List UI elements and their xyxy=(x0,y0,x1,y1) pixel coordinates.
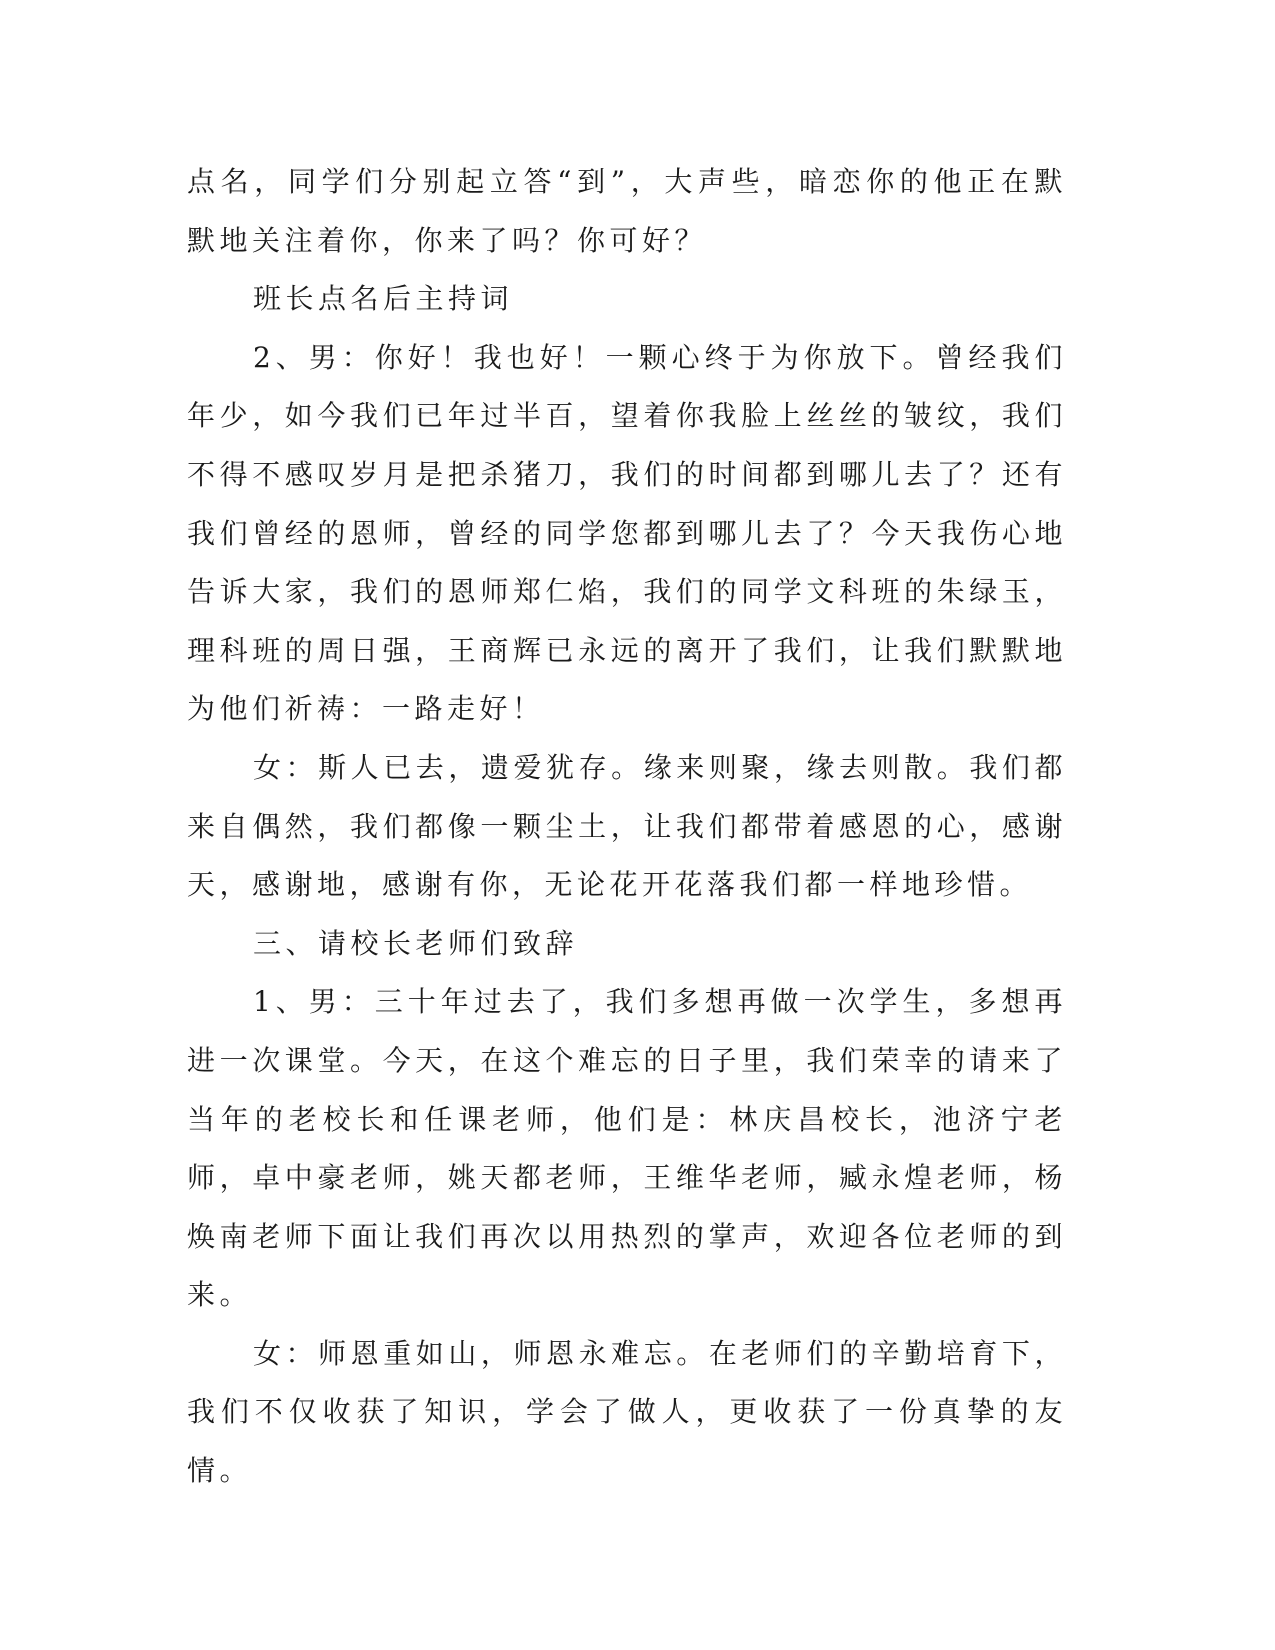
paragraph-female-host-remembrance: 女：斯人已去，遗爱犹存。缘来则聚，缘去则散。我们都来自偶然，我们都像一颗尘土，让我们都带着感恩的心，感谢天，感谢地，感谢有你，无论花开花落我们都一样地珍惜。 xyxy=(187,750,1067,902)
paragraph-male-host-2: 2、男：你好！我也好！一颗心终于为你放下。曾经我们年少，如今我们已年过半百，望着你我脸上丝丝的皱纹，我们不得不感叹岁月是把杀猪刀，我们的时间都到哪儿去了？还有我们曾经的恩师，曾经的同学您都到哪儿去了？今天我伤心地告诉大家，我们的恩师郑仁焰，我们的同学文科班的朱绿玉，理科班的周日强，王商辉已永远的离开了我们，让我们默默地为他们祈祷：一路走好！ xyxy=(187,340,1067,726)
paragraph-male-host-1: 1、男：三十年过去了，我们多想再做一次学生，多想再进一次课堂。今天，在这个难忘的日子里，我们荣幸的请来了当年的老校长和任课老师，他们是：林庆昌校长，池济宁老师，卓中豪老师，姚天都老师，王维华老师，臧永煌老师，杨焕南老师下面让我们再次以用热烈的掌声，欢迎各位老师的到来。 xyxy=(187,985,1067,1312)
paragraph-roll-call: 点名，同学们分别起立答“到”，大声些，暗恋你的他正在默默地关注着你，你来了吗？你可好？ xyxy=(187,165,1067,257)
paragraph-section-three-heading: 三、请校长老师们致辞 xyxy=(253,926,579,960)
document-body xyxy=(187,153,1067,1501)
paragraph-female-host-teachers: 女：师恩重如山，师恩永难忘。在老师们的辛勤培育下，我们不仅收获了知识，学会了做人，更收获了一份真挚的友情。 xyxy=(187,1336,1067,1488)
paragraph-heading-after-roll-call: 班长点名后主持词 xyxy=(253,282,514,316)
